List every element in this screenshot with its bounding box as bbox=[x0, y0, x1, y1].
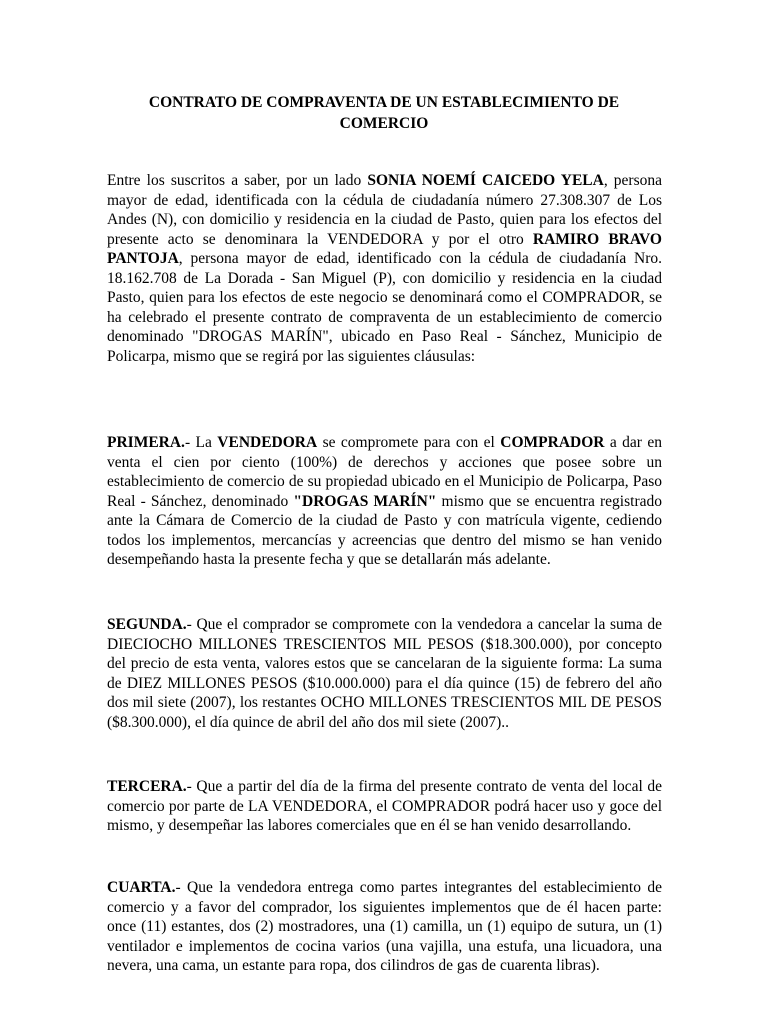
clause-primera bbox=[107, 433, 662, 570]
clause-segunda-label: SEGUNDA. bbox=[107, 616, 187, 633]
clause-primera-label: PRIMERA. bbox=[107, 434, 185, 451]
clause-primera-text-1: - La bbox=[184, 434, 218, 451]
clause-primera-text-3: a dar en venta el cien por ciento (100%) de derechos y acciones que posee sobre un establecimiento de comercio de su propiedad ubicado en el Municipio de Policarpa, Paso Real - Sánchez, denominado bbox=[107, 434, 663, 510]
comprador-term: COMPRADOR bbox=[500, 434, 605, 451]
clause-cuarta bbox=[107, 878, 662, 976]
document-title bbox=[100, 92, 668, 134]
clause-tercera-text: - Que a partir del día de la firma del presente contrato de venta del local de comercio por parte de LA VENDEDORA, el COMPRADOR podrá hacer uso y goce del mismo, y desempeñar las labores comerciales que en él se han venido desarrollando. bbox=[107, 778, 662, 834]
title-line-2: COMERCIO bbox=[339, 115, 429, 132]
seller-name: SONIA NOEMÍ CAICEDO YELA bbox=[367, 172, 604, 189]
clause-segunda bbox=[107, 615, 662, 732]
clause-tercera-label: TERCERA. bbox=[107, 778, 187, 795]
clause-tercera bbox=[107, 777, 662, 836]
intro-paragraph bbox=[107, 171, 662, 366]
intro-text-2: , persona mayor de edad, identificada con la cédula de ciudadanía número 27.308.307 de Los Andes (N), con domicilio y residencia en la ciudad de Pasto, quien para los efectos del presente acto se denominara la VENDEDORA y por el otro bbox=[107, 172, 663, 248]
clause-segunda-text: - Que el comprador se compromete con la vendedora a cancelar la suma de DIECIOCHO MILLONES TRESCIENTOS MIL PESOS ($18.300.000), por concepto del precio de esta venta, valores estos que se cancelaran de la siguiente forma: La suma de DIEZ MILLONES PESOS ($10.000.000) para el día quince (15) de febrero del año dos mil siete (2007), los restantes OCHO MILLONES TRESCIENTOS MIL DE PESOS ($8.300.000), el día quince de abril del año dos mil siete (2007).. bbox=[107, 616, 662, 731]
clause-primera-text-4: mismo que se encuentra registrado ante la Cámara de Comercio de la ciudad de Pasto y con matrícula vigente, cediendo todos los implementos, mercancías y acreencias que dentro del mismo se han venido desempeñando hasta la presente fecha y que se detallarán más adelante. bbox=[107, 492, 662, 568]
title-line-1: CONTRATO DE COMPRAVENTA DE UN ESTABLECIMIENTO DE bbox=[148, 94, 620, 111]
intro-text-1: Entre los suscritos a saber, por un lado bbox=[107, 172, 368, 189]
buyer-name: RAMIRO BRAVO PANTOJA bbox=[107, 230, 662, 267]
clause-cuarta-text: - Que la vendedora entrega como partes integrantes del establecimiento de comercio y a favor del comprador, los siguientes implementos que de él hacen parte: once (11) estantes, dos (2) mostradores, una (1) camilla, un (1) equipo de sutura, un (1) ventilador e implementos de cocina varios (una vajilla, una estufa, una licuadora, una nevera, una cama, un estante para ropa, dos cilindros de gas de cuarenta libras). bbox=[107, 879, 662, 974]
store-name: "DROGAS MARÍN" bbox=[293, 492, 437, 510]
intro-text-3: , persona mayor de edad, identificado con la cédula de ciudadanía Nro. 18.162.708 de La Dorada - San Miguel (P), con domicilio y residencia en la ciudad Pasto, quien para los efectos de este negocio se denominará como el COMPRADOR, se ha celebrado el presente contrato de compraventa de un establecimiento de comercio denominado "DROGAS MARÍN", ubicado en Paso Real - Sánchez, Municipio de Policarpa, mismo que se regirá por las siguientes cláusulas: bbox=[107, 250, 662, 365]
vendedora-term: VENDEDORA bbox=[217, 434, 318, 451]
clause-cuarta-label: CUARTA. bbox=[107, 879, 176, 896]
clause-primera-text-2: se compromete para con el bbox=[317, 434, 501, 451]
